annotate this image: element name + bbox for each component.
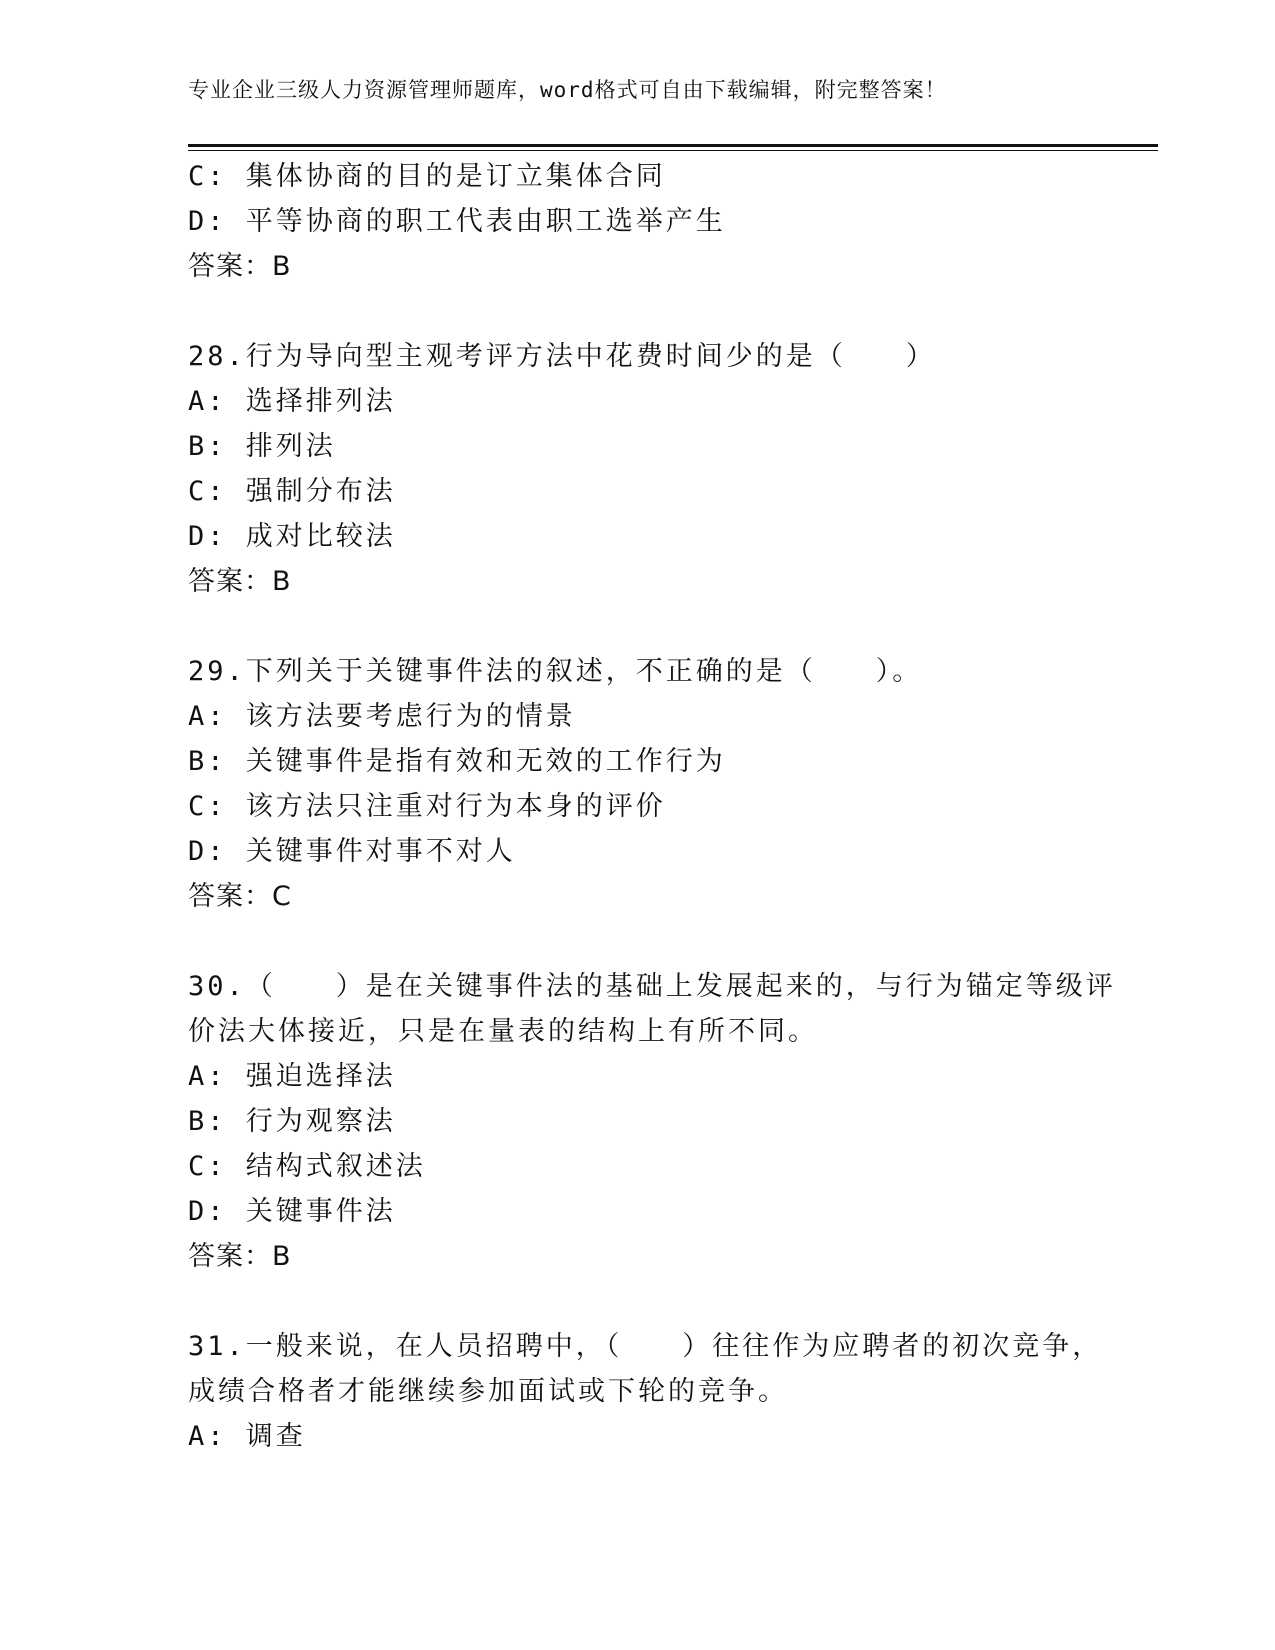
option-30-d: D: 关键事件法 xyxy=(188,1196,396,1227)
option-28-c: C: 强制分布法 xyxy=(188,476,396,507)
answer-30: 答案：B xyxy=(188,1241,292,1272)
option-30-a: A: 强迫选择法 xyxy=(188,1061,396,1092)
option-29-d: D: 关键事件对事不对人 xyxy=(188,836,516,867)
option-29-a: A: 该方法要考虑行为的情景 xyxy=(188,701,576,732)
option-27-c: C: 集体协商的目的是订立集体合同 xyxy=(188,161,666,192)
answer-28: 答案：B xyxy=(188,566,292,597)
answer-27: 答案：B xyxy=(188,251,292,282)
page-header: 专业企业三级人力资源管理师题库，word格式可自由下载编辑，附完整答案！ xyxy=(188,78,947,102)
question-29: 29.下列关于关键事件法的叙述，不正确的是（ ）。 xyxy=(188,656,923,687)
option-30-b: B: 行为观察法 xyxy=(188,1106,396,1137)
option-29-c: C: 该方法只注重对行为本身的评价 xyxy=(188,791,666,822)
question-28: 28.行为导向型主观考评方法中花费时间少的是（ ） xyxy=(188,341,936,372)
option-28-d: D: 成对比较法 xyxy=(188,521,396,552)
question-31-line-1: 31.一般来说，在人员招聘中，（ ）往往作为应聘者的初次竞争， xyxy=(188,1331,1103,1362)
question-31-line-2: 成绩合格者才能继续参加面试或下轮的竞争。 xyxy=(188,1376,788,1407)
option-28-b: B: 排列法 xyxy=(188,431,336,462)
option-28-a: A: 选择排列法 xyxy=(188,386,396,417)
option-31-a: A: 调查 xyxy=(188,1421,306,1452)
header-rule-thin xyxy=(188,150,1158,151)
question-30-line-1: 30.（ ）是在关键事件法的基础上发展起来的，与行为锚定等级评 xyxy=(188,971,1116,1002)
header-rule-thick xyxy=(188,144,1158,147)
option-30-c: C: 结构式叙述法 xyxy=(188,1151,426,1182)
answer-29: 答案：C xyxy=(188,881,292,912)
option-29-b: B: 关键事件是指有效和无效的工作行为 xyxy=(188,746,726,777)
option-27-d: D: 平等协商的职工代表由职工选举产生 xyxy=(188,206,726,237)
question-30-line-2: 价法大体接近，只是在量表的结构上有所不同。 xyxy=(188,1016,818,1047)
